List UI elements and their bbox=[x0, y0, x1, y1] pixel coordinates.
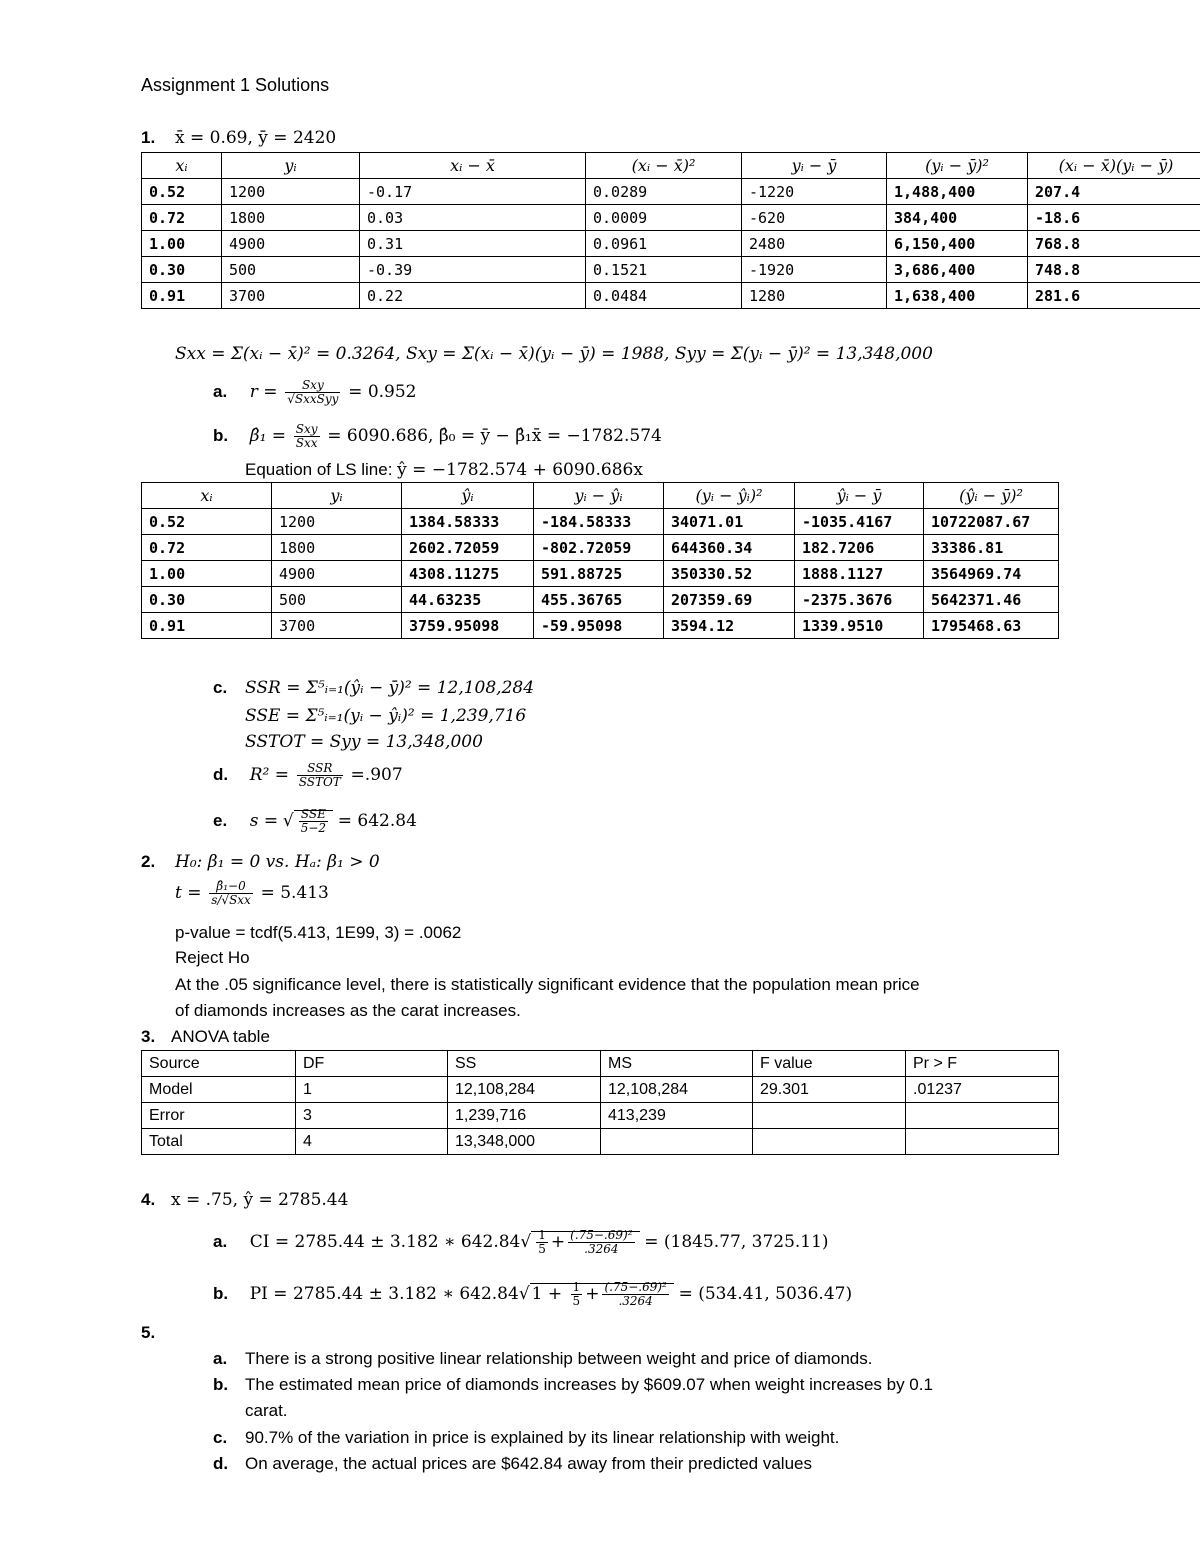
table-cell: 44.63235 bbox=[402, 587, 534, 613]
sqrt-symbol: √ bbox=[518, 1284, 530, 1304]
q2-pvalue: p-value = tcdf(5.413, 1E99, 3) = .0062 bbox=[175, 923, 462, 942]
q4a-line bbox=[213, 1224, 829, 1260]
list-item-label: a. bbox=[213, 1349, 228, 1368]
table-cell: 0.31 bbox=[360, 231, 586, 257]
table-cell: 33386.81 bbox=[924, 535, 1059, 561]
table-cell: 0.0484 bbox=[586, 283, 742, 309]
table-cell: .01237 bbox=[906, 1077, 1059, 1103]
table-cell: 0.30 bbox=[142, 587, 272, 613]
q1a-numerator: Sxy bbox=[285, 379, 340, 393]
table-header: ŷᵢ bbox=[402, 483, 534, 509]
table-row bbox=[142, 1129, 1059, 1155]
q1c-line bbox=[213, 677, 534, 699]
table-header: MS bbox=[601, 1051, 753, 1077]
table-row bbox=[142, 535, 1059, 561]
q4a-one-over-n bbox=[536, 1229, 548, 1256]
table-cell: 455.36765 bbox=[534, 587, 664, 613]
table-cell: Total bbox=[142, 1129, 296, 1155]
q2-conclusion-line-1: At the .05 significance level, there is statistically significant evidence that the population mean price bbox=[175, 975, 920, 994]
table-cell: 1888.1127 bbox=[795, 561, 924, 587]
list-item-label: b. bbox=[213, 1375, 229, 1394]
table-cell: 182.7206 bbox=[795, 535, 924, 561]
q1-deviation-table bbox=[141, 152, 1200, 309]
list-item bbox=[213, 1374, 933, 1396]
table-cell: 10722087.67 bbox=[924, 509, 1059, 535]
list-item bbox=[213, 1348, 872, 1370]
ls-equation-line bbox=[245, 459, 643, 481]
table-cell: Model bbox=[142, 1077, 296, 1103]
q1d-lhs: R² = bbox=[249, 765, 289, 785]
q1-number: 1. bbox=[141, 128, 156, 147]
table-header: Source bbox=[142, 1051, 296, 1077]
table-cell bbox=[753, 1103, 906, 1129]
table-cell: 13,348,000 bbox=[448, 1129, 601, 1155]
q1e-denominator: 5−2 bbox=[300, 821, 327, 836]
table-cell: 12,108,284 bbox=[601, 1077, 753, 1103]
q1a-label: a. bbox=[213, 382, 228, 401]
table-cell: -184.58333 bbox=[534, 509, 664, 535]
q2-conclusion-line-2: of diamonds increases as the carat increases. bbox=[175, 1001, 521, 1020]
table-header: yᵢ bbox=[222, 153, 360, 179]
table-cell: -620 bbox=[742, 205, 887, 231]
q1e-fraction bbox=[299, 808, 328, 835]
table-header: Pr > F bbox=[906, 1051, 1059, 1077]
table-cell: 5642371.46 bbox=[924, 587, 1059, 613]
table-cell: 1.00 bbox=[142, 231, 222, 257]
q4b-radicand bbox=[530, 1280, 674, 1309]
q2-hypothesis: H₀: β₁ = 0 vs. Hₐ: β₁ > 0 bbox=[175, 852, 380, 872]
table-cell: 3594.12 bbox=[664, 613, 795, 639]
table-cell: 748.8 bbox=[1028, 257, 1200, 283]
q2-t-numerator: β̂₁−0 bbox=[209, 880, 253, 894]
list-item-text: On average, the actual prices are $642.84 away from their predicted values bbox=[245, 1454, 812, 1473]
q4b-pi-prefix: PI = 2785.44 ± 3.182 ∗ 642.84 bbox=[249, 1284, 519, 1304]
q4a-label: a. bbox=[213, 1232, 228, 1251]
table-cell: 768.8 bbox=[1028, 231, 1200, 257]
q1d-fraction bbox=[297, 762, 343, 789]
q2-t-rhs: = 5.413 bbox=[260, 883, 329, 903]
table-row bbox=[142, 179, 1200, 205]
table-row bbox=[142, 205, 1200, 231]
q1-means: x̄ = 0.69, ȳ = 2420 bbox=[175, 128, 337, 148]
table-cell: 3700 bbox=[222, 283, 360, 309]
q4b-line bbox=[213, 1276, 852, 1312]
table-cell: -18.6 bbox=[1028, 205, 1200, 231]
plus-sign: + bbox=[585, 1284, 600, 1304]
q4-heading bbox=[141, 1189, 348, 1211]
q4b-pi-result: = (534.41, 5036.47) bbox=[678, 1284, 853, 1304]
q2-number: 2. bbox=[141, 852, 156, 871]
table-header: (yᵢ − ȳ)² bbox=[887, 153, 1028, 179]
fraction-denominator: .3264 bbox=[584, 1242, 619, 1257]
fraction-denominator: .3264 bbox=[618, 1294, 653, 1309]
table-cell: 6,150,400 bbox=[887, 231, 1028, 257]
table-cell: -0.39 bbox=[360, 257, 586, 283]
q3-label: ANOVA table bbox=[171, 1027, 270, 1046]
sqrt-symbol: √ bbox=[282, 811, 294, 831]
table-cell: -0.17 bbox=[360, 179, 586, 205]
list-item bbox=[213, 1427, 839, 1449]
table-cell: 207359.69 bbox=[664, 587, 795, 613]
q1e-rhs: = 642.84 bbox=[337, 811, 417, 831]
q4b-leverage-fraction bbox=[602, 1281, 668, 1308]
table-cell: 1.00 bbox=[142, 561, 272, 587]
table-cell: 0.52 bbox=[142, 179, 222, 205]
table-cell: 0.0961 bbox=[586, 231, 742, 257]
table-cell: 0.91 bbox=[142, 283, 222, 309]
table-header: (xᵢ − x̄)(yᵢ − ȳ) bbox=[1028, 153, 1200, 179]
table-header: yᵢ − ŷᵢ bbox=[534, 483, 664, 509]
table-cell: 3700 bbox=[272, 613, 402, 639]
q3-number: 3. bbox=[141, 1027, 156, 1046]
table-cell: 1 bbox=[296, 1077, 448, 1103]
table-header: DF bbox=[296, 1051, 448, 1077]
fraction-denominator: 5 bbox=[572, 1294, 581, 1309]
table-row bbox=[142, 561, 1059, 587]
table-cell: 4900 bbox=[222, 231, 360, 257]
list-item-label: d. bbox=[213, 1454, 229, 1473]
table-cell: 0.52 bbox=[142, 509, 272, 535]
q1d-label: d. bbox=[213, 765, 229, 784]
q1d-denominator: SSTOT bbox=[298, 775, 341, 790]
q4b-label: b. bbox=[213, 1284, 229, 1303]
q4b-one-over-n bbox=[571, 1281, 583, 1308]
q1c-label: c. bbox=[213, 678, 228, 697]
table-cell bbox=[906, 1103, 1059, 1129]
table-cell: 413,239 bbox=[601, 1103, 753, 1129]
table-cell: 3759.95098 bbox=[402, 613, 534, 639]
table-row bbox=[142, 587, 1059, 613]
table-cell: -2375.3676 bbox=[795, 587, 924, 613]
table-header: F value bbox=[753, 1051, 906, 1077]
q1c-ssr: SSR = Σ⁵ᵢ₌₁(ŷᵢ − ȳ)² = 12,108,284 bbox=[245, 678, 535, 698]
q1b-denominator: Sxx bbox=[295, 436, 318, 451]
q4b-one: 1 bbox=[531, 1284, 543, 1304]
ls-equation: ŷ = −1782.574 + 6090.686x bbox=[397, 460, 643, 480]
list-item-label: c. bbox=[213, 1428, 228, 1447]
q1b-numerator: Sxy bbox=[295, 422, 318, 437]
table-row bbox=[142, 257, 1200, 283]
table-cell: 350330.52 bbox=[664, 561, 795, 587]
list-item bbox=[213, 1453, 812, 1475]
table-row bbox=[142, 613, 1059, 639]
table-cell: -59.95098 bbox=[534, 613, 664, 639]
table-cell: 1,488,400 bbox=[887, 179, 1028, 205]
q1b-fraction bbox=[294, 423, 320, 450]
q1e-label: e. bbox=[213, 811, 228, 830]
q1a-lhs: r = bbox=[249, 382, 278, 402]
table-cell: 4308.11275 bbox=[402, 561, 534, 587]
table-cell: 1,638,400 bbox=[887, 283, 1028, 309]
anova-table bbox=[141, 1050, 1059, 1155]
table-cell: 29.301 bbox=[753, 1077, 906, 1103]
table-cell: 1339.9510 bbox=[795, 613, 924, 639]
q2-t-fraction bbox=[209, 880, 253, 907]
table-cell: 0.72 bbox=[142, 205, 222, 231]
q2-reject: Reject Ho bbox=[175, 948, 250, 967]
table-cell: 0.30 bbox=[142, 257, 222, 283]
table-cell: 500 bbox=[222, 257, 360, 283]
q1c-sse: SSE = Σ⁵ᵢ₌₁(yᵢ − ŷᵢ)² = 1,239,716 bbox=[245, 706, 527, 726]
q1-sums-line: Sxx = Σ(xᵢ − x̄)² = 0.3264, Sxy = Σ(xᵢ − x̄)(yᵢ − ȳ) = 1988, Syy = Σ(yᵢ − ȳ)² = 13,348,000 bbox=[175, 344, 933, 364]
table-cell: Error bbox=[142, 1103, 296, 1129]
table-cell: 0.03 bbox=[360, 205, 586, 231]
table-cell: 281.6 bbox=[1028, 283, 1200, 309]
table-cell: 4900 bbox=[272, 561, 402, 587]
q1a-denominator: √SxxSyy bbox=[287, 392, 339, 407]
table-header: xᵢ bbox=[142, 483, 272, 509]
q1e-line bbox=[213, 805, 417, 837]
q1a-rhs: = 0.952 bbox=[348, 382, 417, 402]
q4-number: 4. bbox=[141, 1190, 156, 1209]
table-cell: 0.0009 bbox=[586, 205, 742, 231]
table-cell: 384,400 bbox=[887, 205, 1028, 231]
table-cell: -1035.4167 bbox=[795, 509, 924, 535]
table-header-row bbox=[142, 483, 1059, 509]
table-cell: 0.91 bbox=[142, 613, 272, 639]
table-header-row bbox=[142, 1051, 1059, 1077]
table-header: xᵢ bbox=[142, 153, 222, 179]
q2-t-lhs: t = bbox=[175, 883, 202, 903]
q4a-radicand bbox=[531, 1228, 639, 1257]
table-cell: 2602.72059 bbox=[402, 535, 534, 561]
table-header: ŷᵢ − ȳ bbox=[795, 483, 924, 509]
table-cell: 644360.34 bbox=[664, 535, 795, 561]
table-cell: 0.0289 bbox=[586, 179, 742, 205]
q1e-lhs: s = bbox=[249, 811, 279, 831]
ls-equation-prefix: Equation of LS line: bbox=[245, 460, 398, 479]
fraction-numerator: 1 bbox=[572, 1280, 581, 1295]
sqrt-symbol: √ bbox=[520, 1232, 532, 1252]
q1d-rhs: =.907 bbox=[350, 765, 403, 785]
q1b-line bbox=[213, 422, 662, 450]
table-cell bbox=[753, 1129, 906, 1155]
table-cell: 4 bbox=[296, 1129, 448, 1155]
table-cell: 1800 bbox=[272, 535, 402, 561]
q1d-numerator: SSR bbox=[297, 762, 343, 776]
q1c-sstot: SSTOT = Syy = 13,348,000 bbox=[245, 732, 483, 752]
table-cell: 1795468.63 bbox=[924, 613, 1059, 639]
fraction-denominator: 5 bbox=[538, 1242, 546, 1257]
table-cell: 1384.58333 bbox=[402, 509, 534, 535]
page-title: Assignment 1 Solutions bbox=[141, 75, 330, 95]
table-cell bbox=[906, 1129, 1059, 1155]
q2-t-denominator: s/√Sxx bbox=[211, 893, 251, 908]
table-cell: 1200 bbox=[272, 509, 402, 535]
table-cell: 1280 bbox=[742, 283, 887, 309]
table-header: (ŷᵢ − ȳ)² bbox=[924, 483, 1059, 509]
list-item-text: There is a strong positive linear relationship between weight and price of diamonds. bbox=[245, 1349, 873, 1368]
list-item-text: carat. bbox=[245, 1401, 288, 1420]
table-cell bbox=[601, 1129, 753, 1155]
q1e-radicand bbox=[294, 807, 333, 836]
table-row bbox=[142, 1077, 1059, 1103]
table-row bbox=[142, 1103, 1059, 1129]
table-row bbox=[142, 231, 1200, 257]
table-header: xᵢ − x̄ bbox=[360, 153, 586, 179]
q4a-leverage-fraction bbox=[568, 1229, 634, 1256]
table-cell: 1,239,716 bbox=[448, 1103, 601, 1129]
q2-t-statistic bbox=[175, 876, 329, 910]
table-cell: -1920 bbox=[742, 257, 887, 283]
table-cell: 500 bbox=[272, 587, 402, 613]
table-cell: 1200 bbox=[222, 179, 360, 205]
q4-given: x = .75, ŷ = 2785.44 bbox=[171, 1190, 349, 1210]
q1e-numerator: SSE bbox=[299, 808, 328, 822]
table-header: (yᵢ − ŷᵢ)² bbox=[664, 483, 795, 509]
table-header: yᵢ − ȳ bbox=[742, 153, 887, 179]
table-header-row bbox=[142, 153, 1200, 179]
q4a-ci-result: = (1845.77, 3725.11) bbox=[644, 1232, 829, 1252]
table-cell: 34071.01 bbox=[664, 509, 795, 535]
table-header: yᵢ bbox=[272, 483, 402, 509]
q1a-fraction bbox=[285, 379, 340, 406]
list-item-text: 90.7% of the variation in price is explained by its linear relationship with weight. bbox=[245, 1428, 840, 1447]
q4a-ci-prefix: CI = 2785.44 ± 3.182 ∗ 642.84 bbox=[249, 1232, 521, 1252]
table-cell: 0.72 bbox=[142, 535, 272, 561]
table-cell: 12,108,284 bbox=[448, 1077, 601, 1103]
table-cell: -1220 bbox=[742, 179, 887, 205]
plus-sign: + bbox=[550, 1232, 566, 1252]
table-row bbox=[142, 283, 1200, 309]
table-cell: 1800 bbox=[222, 205, 360, 231]
table-cell: 2480 bbox=[742, 231, 887, 257]
fraction-numerator: 1 bbox=[538, 1228, 546, 1243]
table-header: (xᵢ − x̄)² bbox=[586, 153, 742, 179]
table-cell: 207.4 bbox=[1028, 179, 1200, 205]
table-cell: -802.72059 bbox=[534, 535, 664, 561]
table-cell: 0.22 bbox=[360, 283, 586, 309]
table-header: SS bbox=[448, 1051, 601, 1077]
q1b-rhs: = 6090.686, β̂₀ = ȳ − β̂₁x̄ = −1782.574 bbox=[327, 426, 662, 446]
q1a-line bbox=[213, 378, 417, 406]
q1b-lhs: β̂₁ = bbox=[249, 426, 287, 446]
q1d-line bbox=[213, 760, 403, 790]
table-cell: 3 bbox=[296, 1103, 448, 1129]
fraction-numerator: (.75−.69)² bbox=[604, 1280, 667, 1295]
q1-fitted-values-table bbox=[141, 482, 1059, 639]
plus-sign: + bbox=[542, 1284, 568, 1304]
table-row bbox=[142, 509, 1059, 535]
table-cell: 0.1521 bbox=[586, 257, 742, 283]
list-item-continuation bbox=[213, 1400, 288, 1422]
list-item-text: The estimated mean price of diamonds increases by $609.07 when weight increases by 0.1 bbox=[245, 1375, 933, 1394]
table-cell: 591.88725 bbox=[534, 561, 664, 587]
q1b-label: b. bbox=[213, 426, 229, 445]
fraction-numerator: (.75−.69)² bbox=[570, 1228, 633, 1243]
q5-number: 5. bbox=[141, 1323, 156, 1342]
table-cell: 3564969.74 bbox=[924, 561, 1059, 587]
table-cell: 3,686,400 bbox=[887, 257, 1028, 283]
q3-heading bbox=[141, 1026, 270, 1048]
